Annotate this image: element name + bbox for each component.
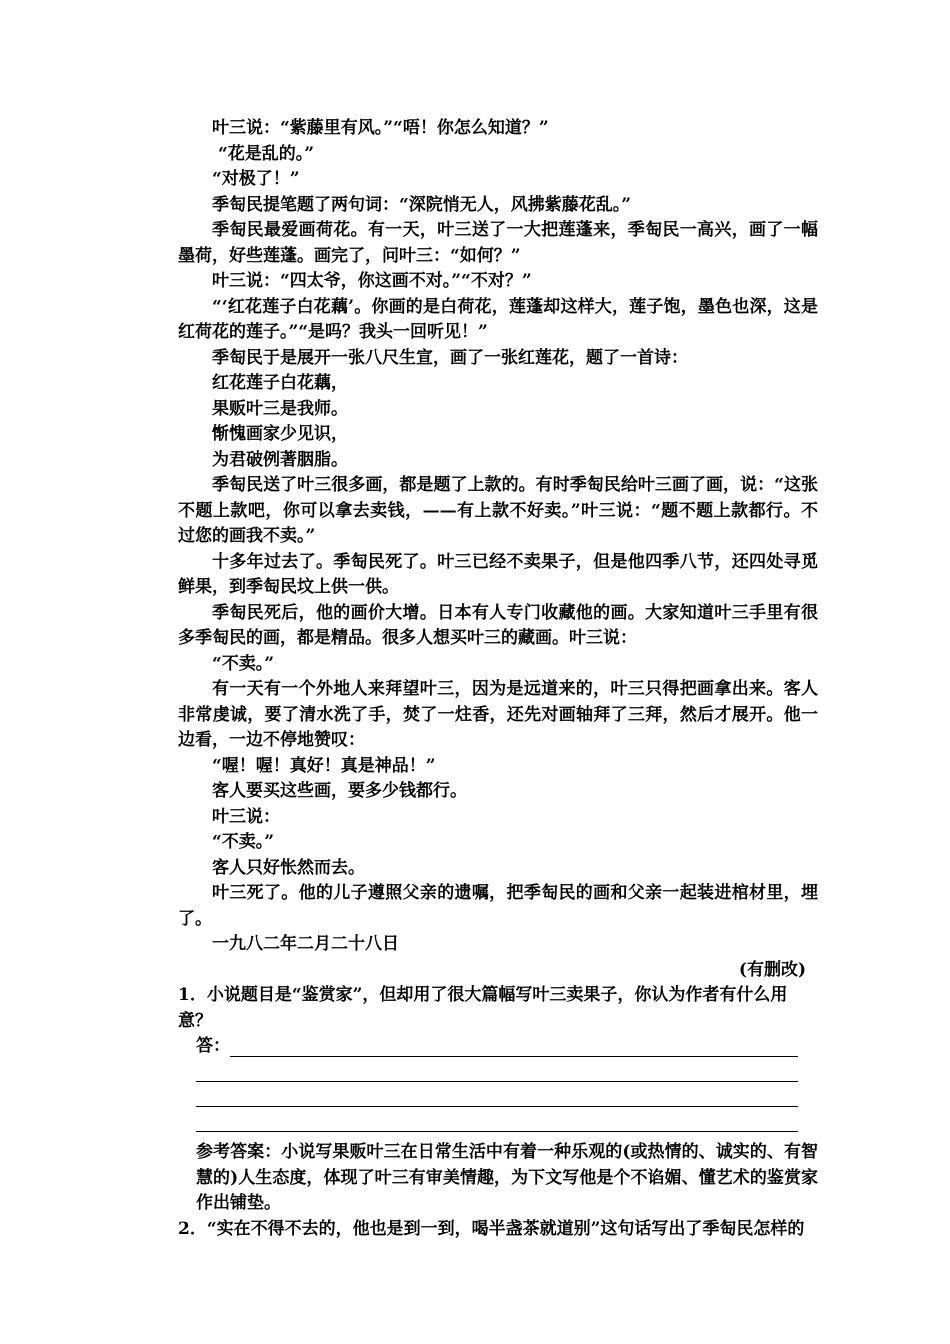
paragraph: 叶三说：“紫藤里有风。”“唔！你怎么知道？”: [212, 118, 549, 138]
paragraph: 季匋民最爱画荷花。有一天，叶三送了一大把莲蓬来，季匋民一高兴，画了一幅墨荷，好些莲蓬。画完了，问叶三：“如何？”: [178, 220, 818, 266]
poem-line: 惭愧画家少见识，: [212, 424, 348, 444]
paragraph: “不卖。”: [212, 832, 275, 852]
question-1: 1．小说题目是“鉴赏家”，但却用了很大篇幅写叶三卖果子，你认为作者有什么用意？: [178, 985, 788, 1031]
paragraph: “不卖。”: [212, 653, 275, 674]
date-line: 一九八二年二月二十八日: [212, 934, 399, 954]
answer-area[interactable]: [178, 1034, 818, 1059]
paragraph: “‘红花莲子白花藕’。你画的是白荷花，莲蓬却这样大，莲子饱，墨色也深，这是红荷花的莲子。”“是吗？我头一回听见！”: [178, 296, 818, 342]
answer-area[interactable]: [178, 1059, 818, 1084]
paragraph: 叶三死了。他的儿子遵照父亲的遗嘱，把季匋民的画和父亲一起装进棺材里，埋了。: [178, 883, 818, 929]
poem-line: 果贩叶三是我师。: [212, 398, 348, 419]
answer-line: [196, 1106, 798, 1107]
answer-line: [196, 1081, 798, 1082]
paragraph: 有一天有一个外地人来拜望叶三，因为是远道来的，叶三只得把画拿出来。客人非常虔诚，要了清水洗了手，焚了一炷香，还先对画轴拜了三拜，然后才展开。他一边看，一边不停地赞叹：: [178, 679, 818, 750]
answer-line: [196, 1131, 798, 1132]
paragraph: 季匋民送了叶三很多画，都是题了上款的。有时季匋民给叶三画了画，说：“这张不题上款吧，你可以拿去卖钱，——有上款不好卖。”叶三说：“题不题上款都行。不过您的画我不卖。”: [178, 475, 818, 546]
paragraph: “喔！喔！真好！真是神品！”: [212, 755, 436, 776]
paragraph: 叶三说：: [212, 806, 280, 827]
answer-line: [230, 1056, 798, 1057]
answer-area[interactable]: [178, 1084, 818, 1109]
paragraph: 叶三说：“四太爷，你这画不对。”“不对？”: [212, 271, 532, 291]
answer-label: 答：: [196, 1036, 230, 1056]
paragraph: 季匋民提笔题了两句词：“深院悄无人，风拂紫藤花乱。”: [212, 194, 632, 215]
reference-answer: 参考答案：小说写果贩叶三在日常生活中有着一种乐观的(或热情的、诚实的、有智慧的)人生态度，体现了叶三有审美情趣，为下文写他是个不谄媚、懂艺术的鉴赏家作出铺垫。: [196, 1142, 818, 1213]
answer-area[interactable]: [178, 1109, 818, 1134]
paragraph: “花是乱的。”: [218, 143, 315, 164]
abridged-note: (有删改): [738, 959, 806, 980]
question-2: 2．“实在不得不去的，他也是到一到，喝半盏茶就道别”这句话写出了季匋民怎样的: [178, 1218, 805, 1239]
paragraph: 十多年过去了。季匋民死了。叶三已经不卖果子，但是他四季八节，还四处寻觅鲜果，到季匋民坟上供一供。: [178, 551, 818, 597]
paragraph: 客人要买这些画，要多少钱都行。: [212, 781, 467, 801]
paragraph: 客人只好怅然而去。: [212, 857, 365, 878]
poem-line: 红花莲子白花藕，: [212, 373, 348, 393]
document-body: [178, 116, 818, 1242]
paragraph: 季匋民于是展开一张八尺生宣，画了一张红莲花，题了一首诗：: [212, 347, 688, 368]
poem-line: 为君破例著胭脂。: [212, 449, 348, 470]
paragraph: 季匋民死后，他的画价大增。日本有人专门收藏他的画。大家知道叶三手里有很多季匋民的画，都是精品。很多人想买叶三的藏画。叶三说：: [178, 602, 818, 648]
paragraph: “对极了！”: [212, 169, 300, 189]
